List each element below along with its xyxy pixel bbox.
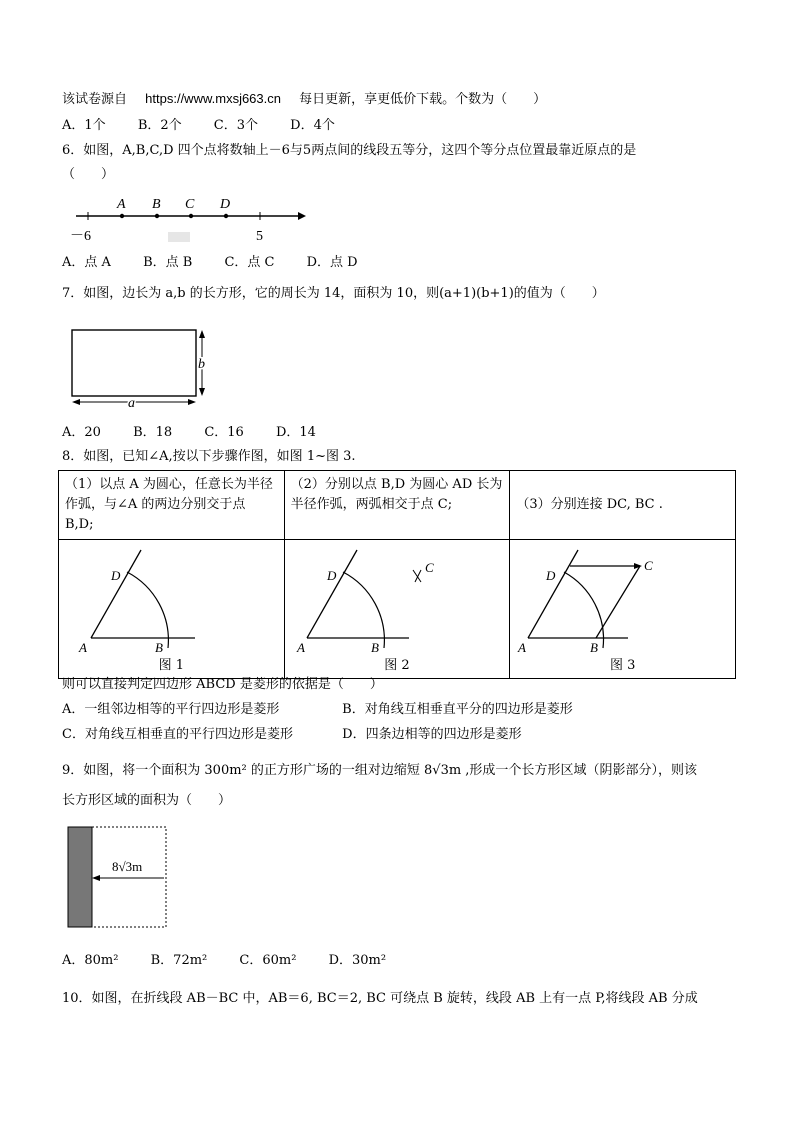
figure-2-caption: 图 2: [384, 658, 410, 673]
point-b: [155, 214, 159, 218]
q9-option-c[interactable]: C．60m²: [239, 953, 297, 968]
q7-options: [62, 424, 344, 442]
figure-2: [285, 540, 509, 658]
fig2-label-d: D: [326, 568, 337, 583]
scan-smudge: [168, 232, 190, 242]
q9-option-d[interactable]: D．30m²: [328, 953, 387, 968]
q6-stem-bracket: （ ）: [62, 167, 115, 182]
step-1-line2: 作弧，与∠A 的两边分别交于点 B,D;: [65, 497, 246, 532]
q5-options: [62, 117, 363, 135]
figure-1-caption: 图 1: [158, 658, 185, 673]
q8-option-b[interactable]: B．对角线互相垂直平分的四边形是菱形: [342, 702, 573, 717]
q5-option-d[interactable]: D．4个: [290, 118, 335, 133]
q10-stem: 10．如图，在折线段 AB－BC 中，AB＝6, BC＝2, BC 可绕点 B 旋转，线段 AB 上有一点 P,将线段 AB 分成: [62, 991, 698, 1006]
arrow-up-icon: [199, 330, 205, 338]
q9-option-b[interactable]: B．72m²: [150, 953, 208, 968]
q9-figure-label: 8√3m: [112, 859, 143, 874]
segment-bc: [596, 566, 640, 638]
q9-stem-line2: 长方形区域的面积为（ ）: [62, 793, 232, 808]
q8-question: 则可以直接判定四边形 ABCD 是菱形的依据是（ ）: [62, 677, 383, 692]
step-3: [510, 471, 736, 540]
figure-2-cell: [284, 540, 510, 679]
label-side-a: a: [128, 396, 135, 411]
label-d: D: [220, 197, 231, 212]
q6-stem: 6．如图，A,B,C,D 四个点将数轴上－6与5两点间的线段五等分，这四个等分点位置最靠近原点的是: [62, 143, 637, 158]
fig3-label-c: C: [644, 558, 653, 573]
q7-rectangle-figure: [62, 322, 222, 414]
fig1-label-b: B: [155, 640, 163, 655]
figure-1-cell: [59, 540, 285, 679]
arc: [343, 572, 384, 648]
q5-option-a[interactable]: A．1个: [62, 118, 106, 133]
step-3-line1: （3）分别连接 DC, BC .: [516, 497, 663, 512]
header-suffix: 每日更新，享更低价下载。个数为（ ）: [299, 92, 547, 107]
q8-option-c[interactable]: C．对角线互相垂直的平行四边形是菱形: [62, 727, 293, 742]
q6-option-d[interactable]: D．点 D: [306, 255, 358, 270]
q8-options-row2: [62, 726, 522, 744]
step-2: [284, 471, 510, 540]
fig2-label-c: C: [424, 560, 434, 575]
figure-3: [510, 540, 734, 658]
q7-stem: 7．如图，边长为 a,b 的长方形，它的周长为 14，面积为 10，则(a+1)(b+1)的值为（ ）: [62, 286, 605, 301]
q9-square-figure: [62, 822, 172, 932]
q6-option-a[interactable]: A．点 A: [62, 255, 111, 270]
q7-option-d[interactable]: D．14: [275, 425, 316, 440]
q6-options: [62, 254, 386, 272]
point-c: [189, 214, 193, 218]
q9-options: [62, 952, 414, 970]
q8-option-d[interactable]: D．四条边相等的四边形是菱形: [342, 727, 522, 742]
fig1-label-d: D: [111, 568, 121, 583]
q9-option-a[interactable]: A．80m²: [62, 953, 119, 968]
label-a: A: [117, 197, 126, 212]
point-a: [120, 214, 124, 218]
q8-stem: 8．如图，已知∠A,按以下步骤作图，如图 1~图 3.: [62, 449, 356, 464]
q7-option-b[interactable]: B．18: [133, 425, 173, 440]
fig3-label-b: B: [590, 640, 599, 655]
q6-option-c[interactable]: C．点 C: [224, 255, 275, 270]
fig2-label-b: B: [370, 640, 379, 655]
label-b: B: [152, 197, 161, 212]
label-5: 5: [256, 229, 263, 244]
label-c: C: [185, 197, 195, 212]
shaded-rectangle: [68, 827, 92, 927]
figure-3-caption: 图 3: [609, 658, 636, 673]
header-url[interactable]: https://www.mxsj663.cn: [145, 91, 281, 106]
arrow-left-icon: [92, 875, 100, 881]
figure-1: [59, 540, 283, 658]
fig3-label-d: D: [546, 568, 556, 583]
fig3-label-a: A: [518, 640, 527, 655]
q8-options-row1: [62, 701, 573, 719]
number-line-arrow-icon: [298, 212, 306, 220]
q8-steps-table: [58, 470, 736, 679]
q7-option-c[interactable]: C．16: [204, 425, 244, 440]
q5-option-b[interactable]: B．2个: [137, 118, 182, 133]
arrow-down-icon: [199, 388, 205, 396]
q6-number-line: [62, 192, 312, 250]
fig1-label-a: A: [79, 640, 87, 655]
header-line: [62, 90, 546, 109]
step-2-line2: 半径作弧，两弧相交于点 C;: [290, 497, 453, 512]
label-side-b: b: [198, 357, 205, 372]
fig2-label-a: A: [296, 640, 305, 655]
q7-option-a[interactable]: A．20: [62, 425, 101, 440]
step-2-line1: （2）分别以点 B,D 为圆心 AD 长为: [290, 477, 503, 492]
arc-cross-mark: [413, 570, 421, 582]
q5-option-c[interactable]: C．3个: [213, 118, 258, 133]
label-minus6: －6: [70, 229, 91, 244]
step-1: [59, 471, 285, 540]
q6-option-b[interactable]: B．点 B: [143, 255, 193, 270]
arrow-right-icon: [188, 399, 196, 405]
arrow-left-icon: [72, 399, 80, 405]
header-prefix: 该试卷源自: [62, 92, 128, 107]
rectangle: [72, 330, 196, 396]
step-1-line1: （1）以点 A 为圆心，任意长为半径: [65, 477, 273, 492]
point-d: [224, 214, 228, 218]
arc: [127, 572, 168, 648]
figure-3-cell: [510, 540, 736, 679]
q8-option-a[interactable]: A．一组邻边相等的平行四边形是菱形: [62, 702, 280, 717]
q9-stem-line1: 9．如图，将一个面积为 300m² 的正方形广场的一组对边缩短 8√3m ,形成一个长方形区域（阴影部分），则该: [62, 763, 697, 778]
